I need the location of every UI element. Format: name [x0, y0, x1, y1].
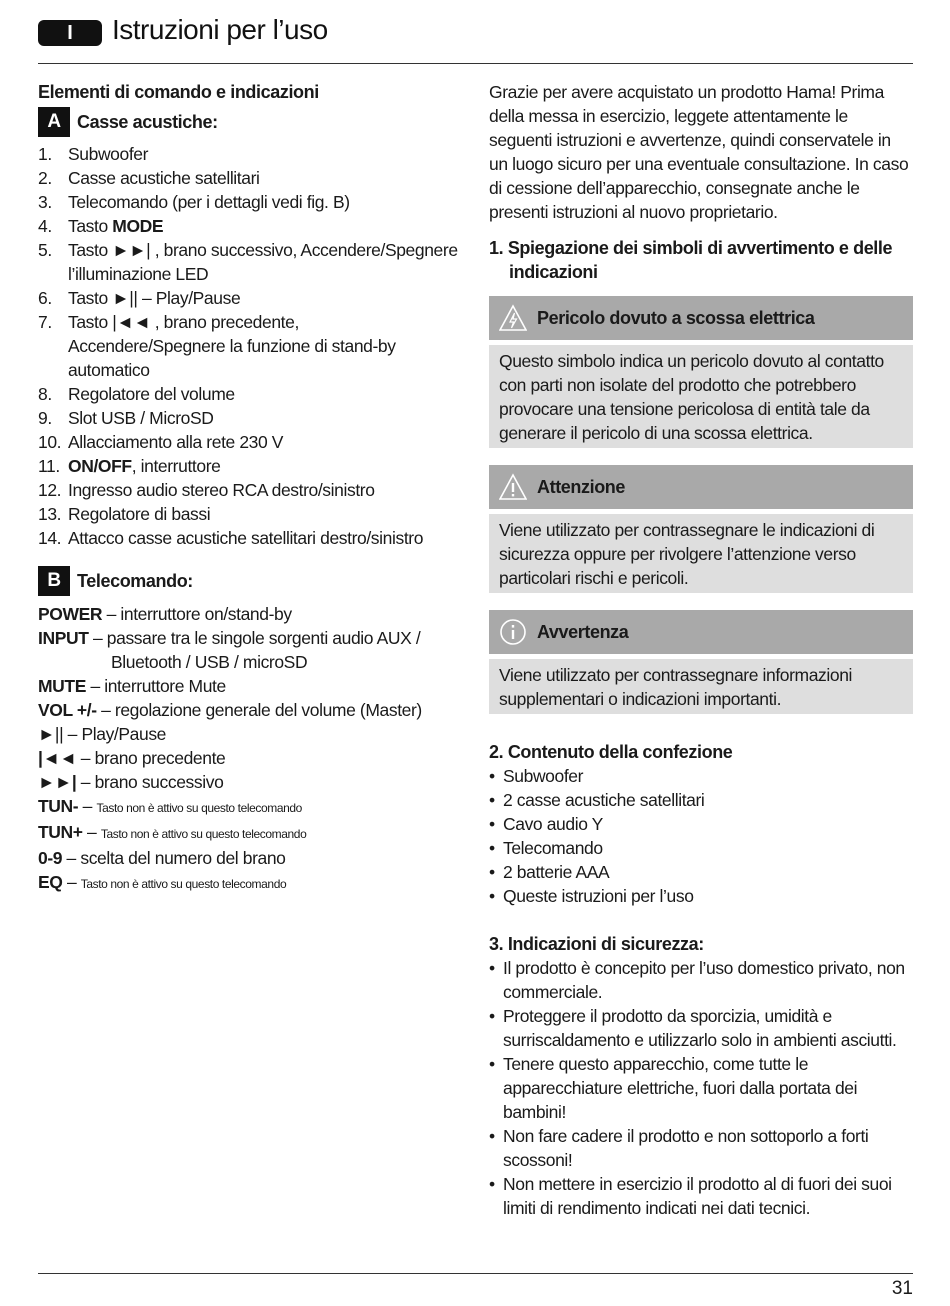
safety-list — [489, 956, 913, 1220]
badge-b: B — [38, 566, 70, 596]
controls-section-title: Elementi di comando e indicazioni — [38, 82, 319, 102]
remote-key: MUTE — [38, 676, 86, 696]
item-text: Slot USB / MicroSD — [68, 408, 214, 428]
bullet: • — [489, 766, 495, 786]
speaker-element-item — [38, 190, 458, 214]
remote-title: Telecomando: — [77, 571, 193, 591]
bullet-text: 2 batterie AAA — [503, 862, 610, 882]
remote-desc: – brano precedente — [76, 748, 226, 768]
remote-key: |◄◄ — [38, 748, 77, 768]
package-content-item — [489, 836, 913, 860]
bullet: • — [489, 838, 495, 858]
item-text: Allacciamento alla rete 230 V — [68, 432, 284, 452]
item-text — [68, 214, 458, 238]
speaker-element-item — [38, 142, 458, 166]
item-number: 12. — [38, 480, 62, 500]
remote-key: VOL +/- — [38, 700, 97, 720]
remote-button-item — [38, 794, 458, 820]
bullet: • — [489, 1174, 495, 1194]
speaker-element-item — [38, 166, 458, 190]
remote-button-item — [38, 846, 458, 870]
item-number: 6. — [38, 288, 52, 308]
speaker-element-item — [38, 310, 458, 382]
bullet-text: Cavo audio Y — [503, 814, 603, 834]
symbols-section-title — [489, 236, 913, 284]
speaker-element-item — [38, 286, 458, 310]
speaker-element-item — [38, 406, 458, 430]
package-content-item — [489, 860, 913, 884]
speaker-element-item — [38, 478, 458, 502]
remote-key: TUN- — [38, 796, 79, 816]
remote-button-item — [38, 626, 458, 674]
package-content-item — [489, 884, 913, 908]
item-number: 2. — [38, 168, 52, 188]
item-text-part: Tasto — [68, 216, 113, 236]
exclamation-warning-icon — [499, 473, 527, 501]
item-text-part: , interruttore — [131, 456, 221, 476]
item-text-bold: MODE — [112, 216, 164, 236]
item-number: 10. — [38, 432, 62, 452]
remote-button-item — [38, 746, 458, 770]
language-badge: I — [38, 20, 102, 46]
package-content-item — [489, 764, 913, 788]
item-number: 5. — [38, 240, 52, 260]
bullet: • — [489, 814, 495, 834]
speakers-subheading — [38, 107, 458, 137]
remote-desc: – Play/Pause — [63, 724, 167, 744]
item-number: 7. — [38, 312, 52, 332]
remote-key: POWER — [38, 604, 103, 624]
speaker-element-item — [38, 238, 458, 286]
page-number: 31 — [891, 1278, 913, 1299]
lightning-warning-icon — [499, 304, 527, 332]
remote-desc: – interruttore on/stand-by — [102, 604, 292, 624]
remote-subheading — [38, 566, 458, 596]
remote-buttons-list — [38, 602, 458, 896]
page-header — [38, 14, 913, 64]
warning-header — [489, 610, 913, 654]
remote-desc: – — [82, 822, 101, 842]
remote-note: Tasto non è attivo su questo telecomando — [100, 827, 307, 841]
item-text: Attacco casse acustiche satellitari destro/sinistro — [68, 528, 424, 548]
warning-text: Viene utilizzato per contrassegnare le indicazioni di sicurezza oppure per rivolgere l’attenzione verso particolari rischi e pericoli. — [489, 514, 913, 593]
bullet: • — [489, 862, 495, 882]
speaker-element-item — [38, 430, 458, 454]
symbols-section-text: 1. Spiegazione dei simboli di avvertimento e delle indicazioni — [489, 238, 893, 282]
bullet-text: Queste istruzioni per l’uso — [503, 886, 694, 906]
speaker-element-item — [38, 214, 458, 238]
speakers-title: Casse acustiche: — [77, 112, 218, 132]
item-text: Tasto |◄◄ , brano precedente, Accendere/Spegnere la funzione di stand-by automatico — [68, 312, 396, 380]
bullet-text: 2 casse acustiche satellitari — [503, 790, 705, 810]
bullet-text: Non mettere in esercizio il prodotto al di fuori dei suoi limiti di rendimento indicati nei dati tecnici. — [503, 1174, 892, 1218]
item-text: Subwoofer — [68, 144, 149, 164]
remote-key: 0-9 — [38, 848, 63, 868]
item-number: 1. — [38, 144, 52, 164]
item-text: Ingresso audio stereo RCA destro/sinistro — [68, 480, 375, 500]
item-number: 14. — [38, 528, 62, 548]
badge-a: A — [38, 107, 70, 137]
page-footer — [38, 1273, 913, 1299]
item-text: Tasto ►|| – Play/Pause — [68, 288, 241, 308]
item-text: Telecomando (per i dettagli vedi fig. B) — [68, 192, 350, 212]
bullet-text: Proteggere il prodotto da sporcizia, umidità e surriscaldamento e utilizzarlo solo in ambienti asciutti. — [503, 1006, 897, 1050]
remote-desc: – interruttore Mute — [85, 676, 226, 696]
contents-section-title: 2. Contenuto della confezione — [489, 742, 733, 762]
safety-item — [489, 1124, 913, 1172]
warning-text: Questo simbolo indica un pericolo dovuto al contatto con parti non isolate del prodotto che potrebbero provocare una tensione pericolosa di entità tale da generare il pericolo di una scossa elettrica. — [489, 345, 913, 448]
left-column — [38, 80, 458, 896]
remote-button-item — [38, 770, 458, 794]
speaker-element-item — [38, 454, 458, 478]
remote-desc: – — [78, 796, 97, 816]
item-text: Casse acustiche satellitari — [68, 168, 260, 188]
remote-key: EQ — [38, 872, 63, 892]
warning-header — [489, 465, 913, 509]
remote-desc: – scelta del numero del brano — [62, 848, 286, 868]
remote-desc: – — [62, 872, 81, 892]
item-text: Regolatore del volume — [68, 384, 235, 404]
bullet: • — [489, 886, 495, 906]
safety-item — [489, 1172, 913, 1220]
bullet-text: Subwoofer — [503, 766, 584, 786]
bullet: • — [489, 1054, 495, 1074]
remote-desc: – regolazione generale del volume (Master) — [96, 700, 422, 720]
remote-button-item — [38, 674, 458, 698]
remote-key: ►►| — [38, 772, 77, 792]
remote-note: Tasto non è attivo su questo telecomando — [96, 801, 302, 815]
remote-button-item — [38, 722, 458, 746]
remote-key: INPUT — [38, 628, 89, 648]
intro-paragraph: Grazie per avere acquistato un prodotto Hama! Prima della messa in esercizio, leggete attentamente le seguenti istruzioni e avvertenze, quindi conservatele in un luogo sicuro per una eventuale consultazione. In caso di cessione dell’apparecchio, consegnate anche le presenti istruzioni al nuovo proprietario. — [489, 82, 909, 222]
remote-desc-cont: Bluetooth / USB / microSD — [111, 652, 308, 672]
safety-item — [489, 1004, 913, 1052]
remote-key: TUN+ — [38, 822, 83, 842]
bullet: • — [489, 958, 495, 978]
item-number: 8. — [38, 384, 52, 404]
bullet-text: Il prodotto è concepito per l’uso domestico privato, non commerciale. — [503, 958, 905, 1002]
bullet-text: Tenere questo apparecchio, come tutte le apparecchiature elettriche, fuori dalla portata dei bambini! — [503, 1054, 858, 1122]
item-number: 3. — [38, 192, 52, 212]
item-number: 13. — [38, 504, 62, 524]
remote-button-item — [38, 602, 458, 626]
speaker-element-item — [38, 382, 458, 406]
page-title: Istruzioni per l’uso — [112, 14, 328, 45]
safety-item — [489, 956, 913, 1004]
remote-button-item — [38, 870, 458, 896]
safety-section-title: 3. Indicazioni di sicurezza: — [489, 934, 704, 954]
right-column — [489, 80, 913, 1220]
speaker-elements-list — [38, 142, 458, 550]
warning-text: Viene utilizzato per contrassegnare informazioni supplementari o indicazioni importanti. — [489, 659, 913, 714]
item-text: Tasto ►►| , brano successivo, Accendere/Spegnere l’illuminazione LED — [68, 240, 458, 284]
warning-label: Pericolo dovuto a scossa elettrica — [537, 308, 815, 328]
package-content-item — [489, 812, 913, 836]
speaker-element-item — [38, 502, 458, 526]
remote-note: Tasto non è attivo su questo telecomando — [80, 877, 287, 891]
bullet: • — [489, 1006, 495, 1026]
speaker-element-item — [38, 526, 458, 550]
bullet: • — [489, 790, 495, 810]
bullet-text: Non fare cadere il prodotto e non sottoporlo a forti scossoni! — [503, 1126, 869, 1170]
package-content-item — [489, 788, 913, 812]
remote-key: ►|| — [38, 724, 64, 744]
package-contents-list — [489, 764, 913, 908]
item-text-bold: ON/OFF — [68, 456, 132, 476]
warning-header — [489, 296, 913, 340]
item-number: 9. — [38, 408, 52, 428]
bullet: • — [489, 1126, 495, 1146]
info-icon — [499, 618, 527, 646]
bullet-text: Telecomando — [503, 838, 603, 858]
warning-label: Avvertenza — [537, 622, 629, 642]
remote-button-item — [38, 698, 458, 722]
item-text — [68, 454, 458, 478]
warning-label: Attenzione — [537, 477, 625, 497]
remote-desc: – brano successivo — [76, 772, 224, 792]
item-number: 11. — [38, 456, 60, 476]
item-number: 4. — [38, 216, 52, 236]
remote-desc: – passare tra le singole sorgenti audio AUX / — [88, 628, 421, 648]
warnings-block — [489, 296, 913, 714]
safety-item — [489, 1052, 913, 1124]
item-text: Regolatore di bassi — [68, 504, 211, 524]
remote-button-item — [38, 820, 458, 846]
